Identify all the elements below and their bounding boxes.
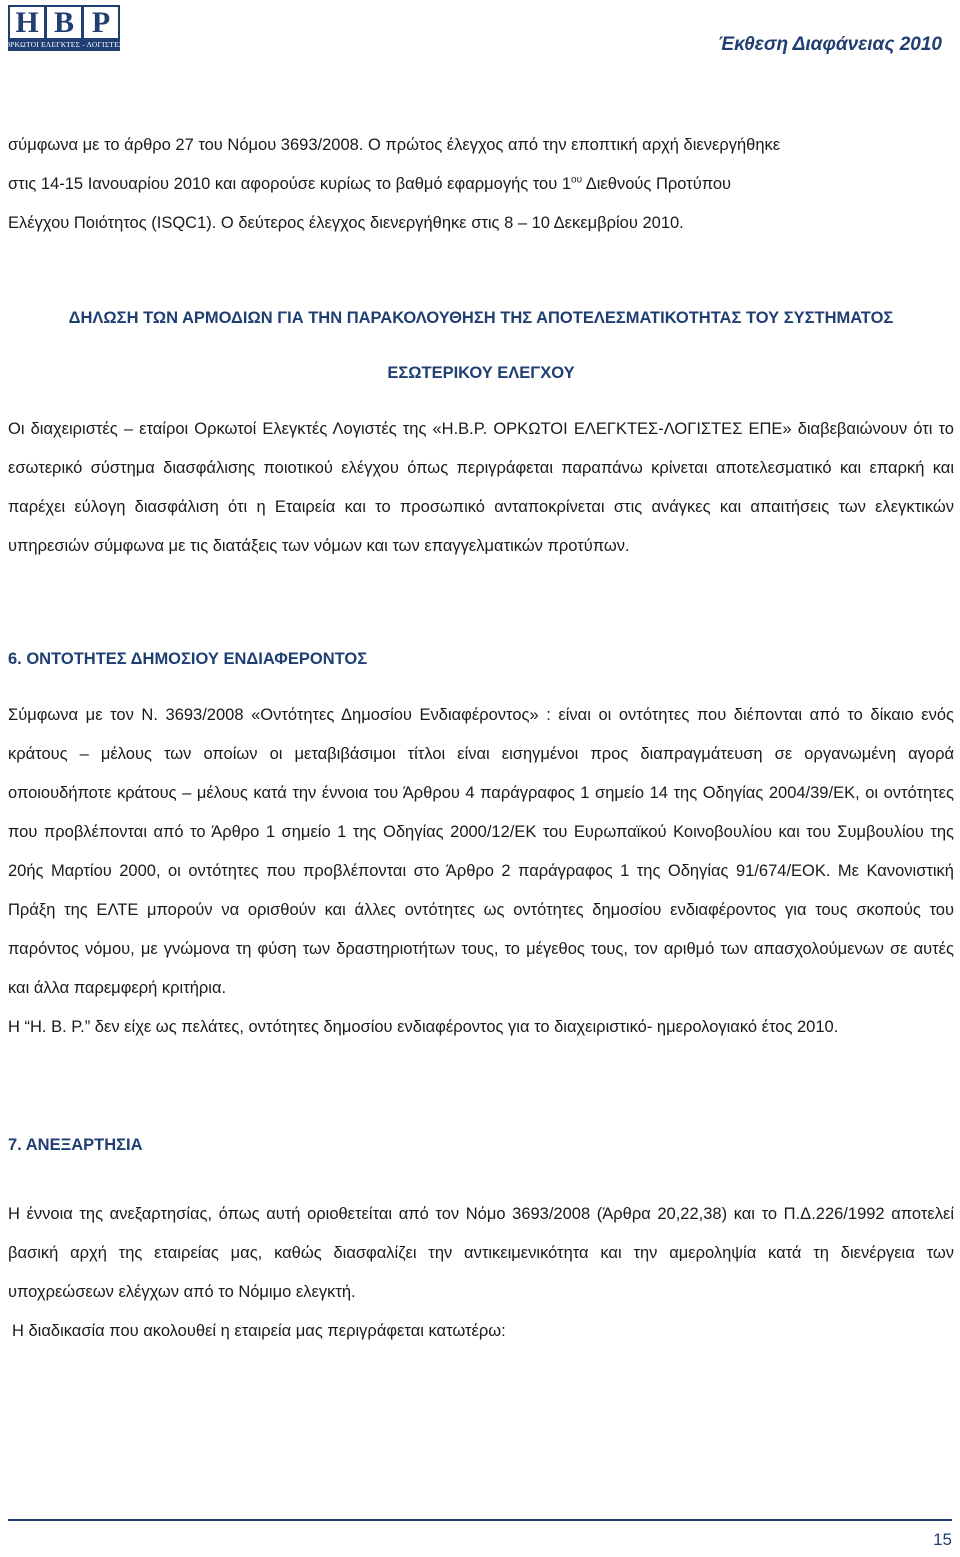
hbp-logo bbox=[4, 5, 124, 51]
declaration-paragraph: Οι διαχειριστές – εταίροι Ορκωτοί Ελεγκτές Λογιστές της «Η.Β.Ρ. ΟΡΚΩΤΟΙ ΕΛΕΓΚΤΕΣ-ΛΟΓΙΣΤΕΣ ΕΠΕ» διαβεβαιώνουν ότι το εσωτερικό σύστημα διασφάλισης ποιοτικού ελέγχου όπως περιγράφεται παραπάνω κρίνεται αποτελεσματικό και επαρκή και παρέχει εύλογη διασφάλιση ότι η Εταιρεία και το προσωπικό ανταποκρίνεται στις ανάγκες και απαιτήσεις των ελεγκτικών υπηρεσιών σύμφωνα με τις διατάξεις των νόμων και των επαγγελματικών προτύπων. bbox=[8, 419, 954, 555]
section-6-heading: 6. ΟΝΤΟΤΗΤΕΣ ΔΗΜΟΣΙΟΥ ΕΝΔΙΑΦΕΡΟΝΤΟΣ bbox=[8, 650, 368, 668]
logo-letter-h: H bbox=[10, 7, 44, 38]
section-6-paragraph-2: Η “Η. Β. Ρ.” δεν είχε ως πελάτες, οντότητες δημοσίου ενδιαφέροντος για το διαχειριστικό- ημερολογιακό έτος 2010. bbox=[8, 1017, 839, 1036]
footer-divider bbox=[8, 1519, 952, 1521]
intro-line-2 bbox=[8, 165, 954, 204]
page-header bbox=[0, 0, 960, 60]
intro-line-2-text: στις 14-15 Ιανουαρίου 2010 και αφορούσε κυρίως το βαθμό εφαρμογής του 1 bbox=[8, 175, 572, 193]
declaration-heading-line-1: ΔΗΛΩΣΗ ΤΩΝ ΑΡΜΟΔΙΩΝ ΓΙΑ ΤΗΝ ΠΑΡΑΚΟΛΟΥΘΗΣΗ ΤΗΣ ΑΠΟΤΕΛΕΣΜΑΤΙΚΟΤΗΤΑΣ ΤΟΥ ΣΥΣΤΗΜΑΤΟΣ bbox=[68, 308, 894, 327]
section-6-paragraph-1: Σύμφωνα με τον Ν. 3693/2008 «Οντότητες Δημοσίου Ενδιαφέροντος» : είναι οι οντότητες που διέπονται από το δίκαιο ενός κράτους – μέλους των οποίων οι μεταβιβάσιμοι τίτλοι είναι εισηγμένοι προς διαπραγμάτευση σε οργανωμένη αγορά οποιουδήποτε κράτους – μέλους κατά την έννοια του Άρθρου 4 παράγραφος 1 σημείο 14 της Οδηγίας 2004/39/ΕΚ, οι οντότητες που προβλέπονται από το Άρθρο 1 σημείο 1 της Οδηγίας 2000/12/ΕΚ του Ευρωπαϊκού Κοινοβουλίου και του Συμβουλίου της 20ής Μαρτίου 2000, οι οντότητες που προβλέπονται στο Άρθρο 2 παράγραφος 1 της Οδηγίας 91/674/ΕΟΚ. Με Κανονιστική Πράξη της ΕΛΤΕ μπορούν να ορισθούν και άλλες οντότητες ως οντότητες δημοσίου ενδιαφέροντος για τους σκοπούς του παρόντος νόμου, με γνώμονα τη φύση των δραστηριοτήτων τους, το μέγεθος τους, τον αριθμό των απασχολούμενων σε αυτές και άλλα παρεμφερή κριτήρια. bbox=[8, 705, 954, 997]
page-number: 15 bbox=[933, 1530, 952, 1549]
report-title: Έκθεση Διαφάνειας 2010 bbox=[717, 34, 942, 55]
logo-letter-b: B bbox=[47, 7, 81, 38]
section-7-heading: 7. ΑΝΕΞΑΡΤΗΣΙΑ bbox=[8, 1136, 143, 1154]
ordinal-superscript: ου bbox=[571, 174, 583, 186]
intro-line-2-tail: Διεθνούς Προτύπου bbox=[582, 175, 732, 193]
logo-letter-p: P bbox=[84, 7, 118, 38]
section-7-paragraph-1: Η έννοια της ανεξαρτησίας, όπως αυτή οριοθετείται από τον Νόμο 3693/2008 (Άρθρα 20,22,38) και το Π.Δ.226/1992 αποτελεί βασική αρχή της εταιρείας μας, καθώς διασφαλίζει την αντικειμενικότητα και την αμεροληψία κατά τη διενέργεια των υποχρεώσεων ελέγχων από το Νόμιμο ελεγκτή. bbox=[8, 1204, 954, 1301]
section-7-paragraph-2: Η διαδικασία που ακολουθεί η εταιρεία μας περιγράφεται κατωτέρω: bbox=[12, 1321, 506, 1340]
intro-line-1: σύμφωνα με το άρθρο 27 του Νόμου 3693/2008. Ο πρώτος έλεγχος από την εποπτική αρχή διενεργήθηκε bbox=[8, 136, 781, 154]
logo-subtitle: ΟΡΚΩΤΟΙ ΕΛΕΓΚΤΕΣ - ΛΟΓΙΣΤΕΣ bbox=[4, 40, 124, 49]
document-body bbox=[8, 126, 954, 1351]
declaration-heading-line-2: ΕΣΩΤΕΡΙΚΟΥ ΕΛΕΓΧΟΥ bbox=[387, 364, 575, 382]
intro-line-3: Ελέγχου Ποιότητος (ISQC1). Ο δεύτερος έλεγχος διενεργήθηκε στις 8 – 10 Δεκεμβρίου 2010. bbox=[8, 214, 684, 232]
logo-letters bbox=[10, 7, 118, 38]
